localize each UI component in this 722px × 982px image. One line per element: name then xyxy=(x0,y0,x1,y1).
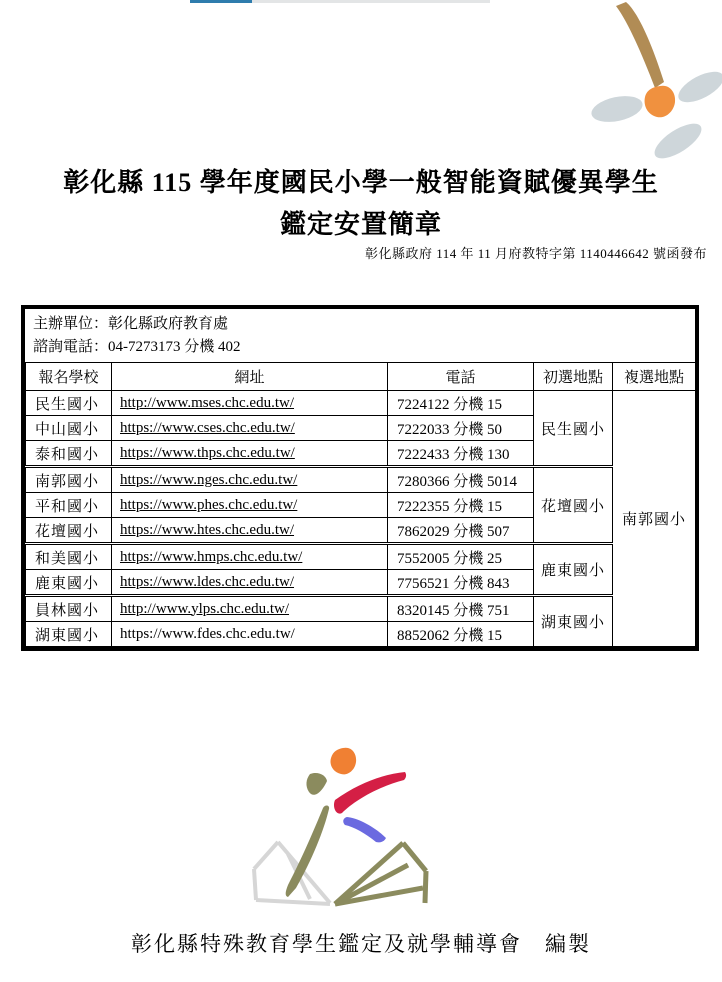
figure-body-icon xyxy=(286,805,329,897)
school-name: 和美國小 xyxy=(26,544,112,570)
page-title xyxy=(0,162,722,246)
col-header-initial-site: 初選地點 xyxy=(534,363,613,391)
school-phone: 7222033 分機 50 xyxy=(388,416,534,441)
contact-phone-line: 諮詢電話：04-7273173 分機 402 xyxy=(33,339,241,355)
initial-site-cell: 湖東國小 xyxy=(534,596,613,647)
col-header-phone: 電話 xyxy=(388,363,534,391)
initial-site-cell: 花壇國小 xyxy=(534,467,613,544)
top-progress-bar-fill xyxy=(190,0,252,3)
school-name: 南郭國小 xyxy=(26,467,112,493)
school-link[interactable]: https://www.fdes.chc.edu.tw/ xyxy=(120,625,295,642)
flower-petal-left-icon xyxy=(590,92,645,126)
initial-site-cell: 鹿東國小 xyxy=(534,544,613,596)
school-phone: 7224122 分機 15 xyxy=(388,391,534,416)
school-link[interactable]: http://www.mses.chc.edu.tw/ xyxy=(120,394,295,411)
issuance-note: 彰化縣政府 114 年 11 月府教特字第 1140446642 號函發布 xyxy=(364,246,707,261)
school-phone: 8852062 分機 15 xyxy=(388,622,534,647)
school-name: 泰和國小 xyxy=(26,441,112,467)
book-left-page-icon xyxy=(254,842,330,904)
school-name: 鹿東國小 xyxy=(26,570,112,596)
school-phone: 7222433 分機 130 xyxy=(388,441,534,467)
reselect-site-cell: 南郭國小 xyxy=(613,391,696,647)
school-phone: 7222355 分機 15 xyxy=(388,493,534,518)
school-link[interactable]: https://www.nges.chc.edu.tw/ xyxy=(120,471,298,488)
title-line-2: 鑑定安置簡章 xyxy=(279,210,442,239)
initial-site-cell: 民生國小 xyxy=(534,391,613,467)
figure-head-icon xyxy=(330,748,356,775)
figure-right-arm-icon xyxy=(334,772,406,814)
book-right-page-icon xyxy=(335,843,426,904)
school-name: 平和國小 xyxy=(26,493,112,518)
figure-left-arm-icon xyxy=(306,773,327,795)
committee-figure-book-logo xyxy=(240,730,460,915)
school-phone: 7862029 分機 507 xyxy=(388,518,534,544)
flower-petal-bottom-icon xyxy=(649,117,706,164)
figure-right-leg-icon xyxy=(343,817,386,842)
school-phone: 7552005 分機 25 xyxy=(388,544,534,570)
school-phone: 7280366 分機 5014 xyxy=(388,467,534,493)
school-link[interactable]: http://www.ylps.chc.edu.tw/ xyxy=(120,600,290,617)
school-link[interactable]: https://www.htes.chc.edu.tw/ xyxy=(120,521,295,538)
school-name: 湖東國小 xyxy=(26,622,112,647)
table-header-row xyxy=(26,363,696,391)
table-row xyxy=(26,391,696,416)
flower-stem-icon xyxy=(616,2,664,88)
col-header-school: 報名學校 xyxy=(26,363,112,391)
school-name: 花壇國小 xyxy=(26,518,112,544)
table-row xyxy=(26,467,696,493)
flower-brush-logo xyxy=(590,2,722,164)
organizer-line: 主辦單位：彰化縣政府教育處 xyxy=(33,316,229,332)
col-header-reselect-site: 複選地點 xyxy=(613,363,696,391)
school-link[interactable]: https://www.hmps.chc.edu.tw/ xyxy=(120,548,303,565)
school-phone: 8320145 分機 751 xyxy=(388,596,534,622)
school-link[interactable]: https://www.ldes.chc.edu.tw/ xyxy=(120,573,295,590)
registration-table xyxy=(21,305,699,651)
flower-center-icon xyxy=(645,86,676,118)
table-row xyxy=(26,596,696,622)
school-link[interactable]: https://www.phes.chc.edu.tw/ xyxy=(120,496,298,513)
school-link[interactable]: https://www.cses.chc.edu.tw/ xyxy=(120,419,295,436)
school-name: 中山國小 xyxy=(26,416,112,441)
table-row xyxy=(26,544,696,570)
table-info-block xyxy=(25,309,695,362)
col-header-url: 網址 xyxy=(112,363,388,391)
schools-table xyxy=(25,362,696,647)
footer-credit: 彰化縣特殊教育學生鑑定及就學輔導會 編製 xyxy=(131,932,591,956)
school-link[interactable]: https://www.thps.chc.edu.tw/ xyxy=(120,444,295,461)
school-name: 員林國小 xyxy=(26,596,112,622)
school-phone: 7756521 分機 843 xyxy=(388,570,534,596)
title-line-1: 彰化縣 115 學年度國民小學一般智能資賦優異學生 xyxy=(63,168,659,197)
flower-petal-right-icon xyxy=(674,66,722,109)
school-name: 民生國小 xyxy=(26,391,112,416)
top-progress-bar-track xyxy=(252,0,490,3)
